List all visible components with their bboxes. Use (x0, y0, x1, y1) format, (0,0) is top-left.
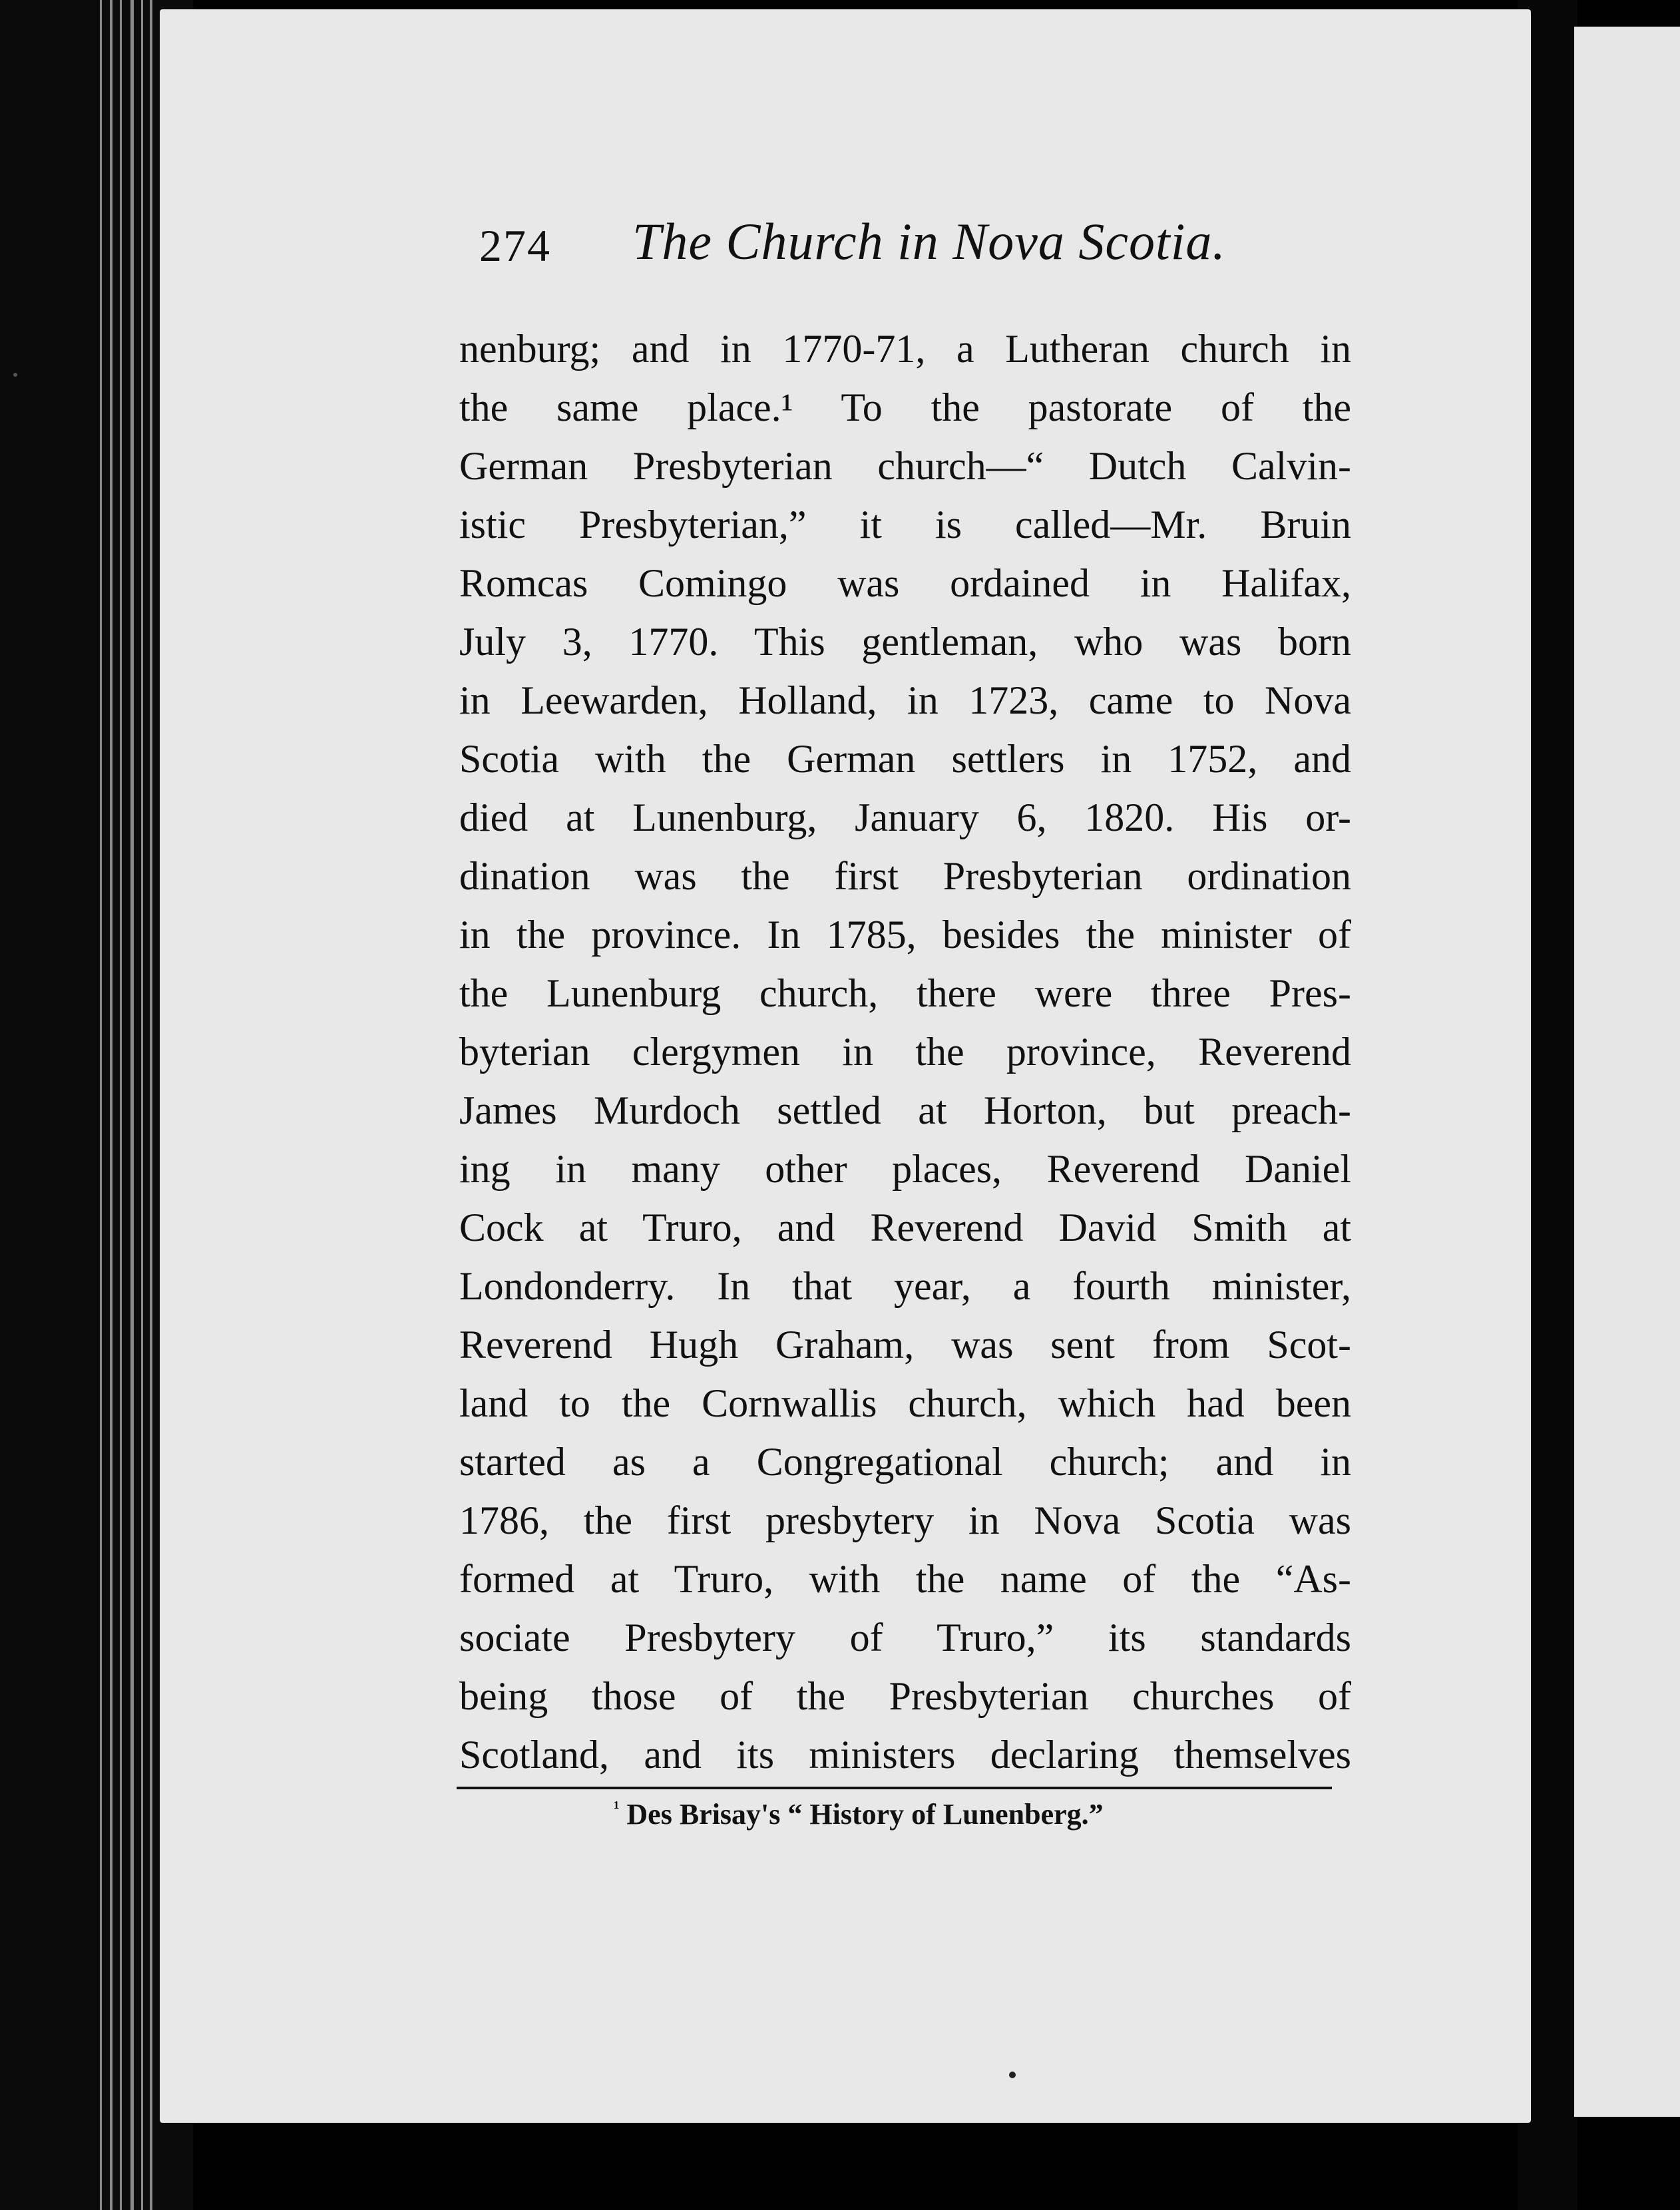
text-line: 1786, the first presbytery in Nova Scotia was (459, 1498, 1351, 1542)
text-line: land to the Cornwallis church, which had been (459, 1381, 1351, 1425)
text-line: the Lunenburg church, there were three Pres- (459, 971, 1351, 1015)
text-line: sociate Presbytery of Truro,” its standards (459, 1616, 1351, 1659)
page-edge (120, 0, 122, 2210)
text-line: being those of the Presbyterian churches of (459, 1674, 1351, 1718)
print-speck (13, 373, 17, 377)
text-line: Reverend Hugh Graham, was sent from Scot- (459, 1323, 1351, 1367)
text-line: started as a Congregational church; and in (459, 1440, 1351, 1484)
page-edge (141, 0, 143, 2210)
footnote (614, 1797, 1104, 1831)
text-line: Londonderry. In that year, a fourth minister, (459, 1264, 1351, 1308)
text-line: Romcas Comingo was ordained in Halifax, (459, 561, 1351, 605)
page-edge (150, 0, 152, 2210)
footnote-marker: ¹ (614, 1797, 620, 1819)
text-line: died at Lunenburg, January 6, 1820. His or- (459, 795, 1351, 839)
text-line: July 3, 1770. This gentleman, who was born (459, 620, 1351, 664)
text-line: in Leewarden, Holland, in 1723, came to Nova (459, 678, 1351, 722)
text-line: nenburg; and in 1770-71, a Lutheran church in (459, 327, 1351, 371)
footnote-text: Des Brisay's “ History of Lunenberg.” (626, 1798, 1104, 1831)
page-header (479, 212, 1278, 285)
text-line: ing in many other places, Reverend Daniel (459, 1147, 1351, 1191)
text-line: in the province. In 1785, besides the minister of (459, 913, 1351, 957)
text-line: dination was the first Presbyterian ordination (459, 854, 1351, 898)
page-edge (130, 0, 134, 2210)
text-line: Cock at Truro, and Reverend David Smith at (459, 1206, 1351, 1249)
footnote-rule (457, 1787, 1332, 1789)
print-speck (1009, 2072, 1016, 2078)
text-line: Scotland, and its ministers declaring themselves (459, 1733, 1351, 1777)
page-edge (100, 0, 102, 2210)
text-line: Scotia with the German settlers in 1752, and (459, 737, 1351, 781)
facing-page (1574, 27, 1680, 2117)
page-edge (110, 0, 112, 2210)
body-text (459, 320, 1351, 1784)
text-line: the same place.¹ To the pastorate of the (459, 385, 1351, 429)
text-line: German Presbyterian church—“ Dutch Calvin- (459, 444, 1351, 488)
text-line: formed at Truro, with the name of the “As- (459, 1557, 1351, 1601)
page-number: 274 (479, 220, 551, 271)
running-title: The Church in Nova Scotia. (632, 212, 1226, 270)
text-line: byterian clergymen in the province, Reverend (459, 1030, 1351, 1074)
text-line: istic Presbyterian,” it is called—Mr. Bruin (459, 503, 1351, 547)
text-line: James Murdoch settled at Horton, but preach- (459, 1088, 1351, 1132)
